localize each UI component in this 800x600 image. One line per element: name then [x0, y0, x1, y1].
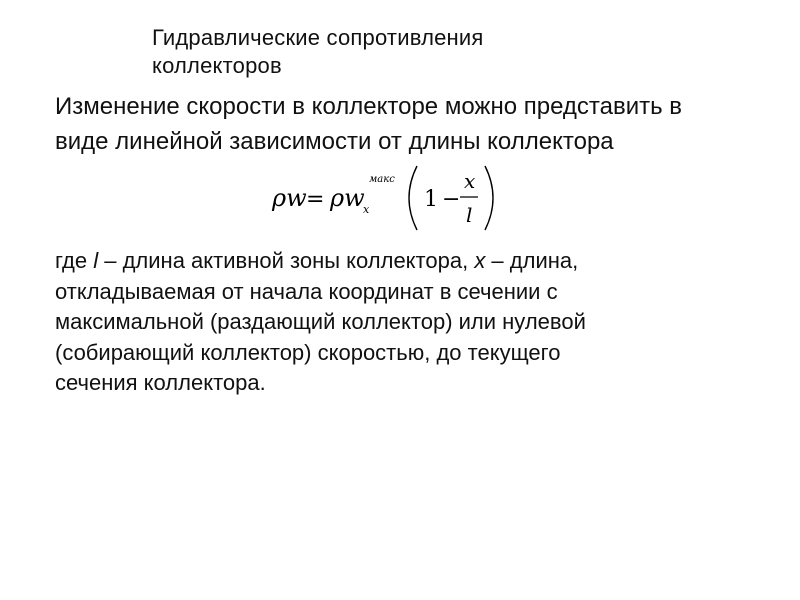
variable-x: x: [474, 248, 486, 273]
explanation-line-1: [55, 246, 586, 277]
formula-left-paren: [409, 166, 417, 230]
formula-right-paren: [485, 166, 493, 230]
explanation-paragraph: [55, 246, 586, 399]
formula-rhs-subscript: x: [363, 203, 370, 216]
explanation-line-2: откладываемая от начала координат в сечении с: [55, 278, 558, 304]
formula-numerator: x: [464, 169, 476, 193]
explanation-line-5: сечения коллектора.: [55, 370, 266, 395]
formula-rhs-base: ρw: [330, 184, 365, 212]
formula-minus: −: [442, 187, 461, 212]
formula-rhs-superscript: макс: [369, 174, 395, 185]
explanation-prefix: где: [55, 248, 94, 273]
explanation-mid: – длина активной зоны коллектора,: [98, 248, 475, 273]
slide-title-line-2: коллекторов: [152, 53, 282, 78]
formula-denominator: l: [466, 203, 473, 227]
velocity-formula: [260, 160, 510, 236]
explanation-line-3: максимальной (раздающий коллектор) или нулевой: [55, 309, 586, 334]
intro-paragraph: [55, 89, 682, 159]
variable-l: l: [93, 248, 99, 273]
formula-equals: =: [306, 187, 325, 212]
intro-line-2: виде линейной зависимости от длины коллектора: [55, 128, 614, 155]
formula-one: 1: [424, 187, 438, 212]
slide-title-line-1: Гидравлические сопротивления: [152, 25, 484, 50]
formula-lhs: ρw: [272, 184, 307, 212]
slide-title: [152, 24, 484, 80]
explanation-suffix: – длина,: [485, 248, 579, 273]
intro-line-1: Изменение скорости в коллекторе можно представить в: [55, 93, 683, 120]
explanation-line-4: (собирающий коллектор) скоростью, до текущего: [55, 339, 561, 365]
